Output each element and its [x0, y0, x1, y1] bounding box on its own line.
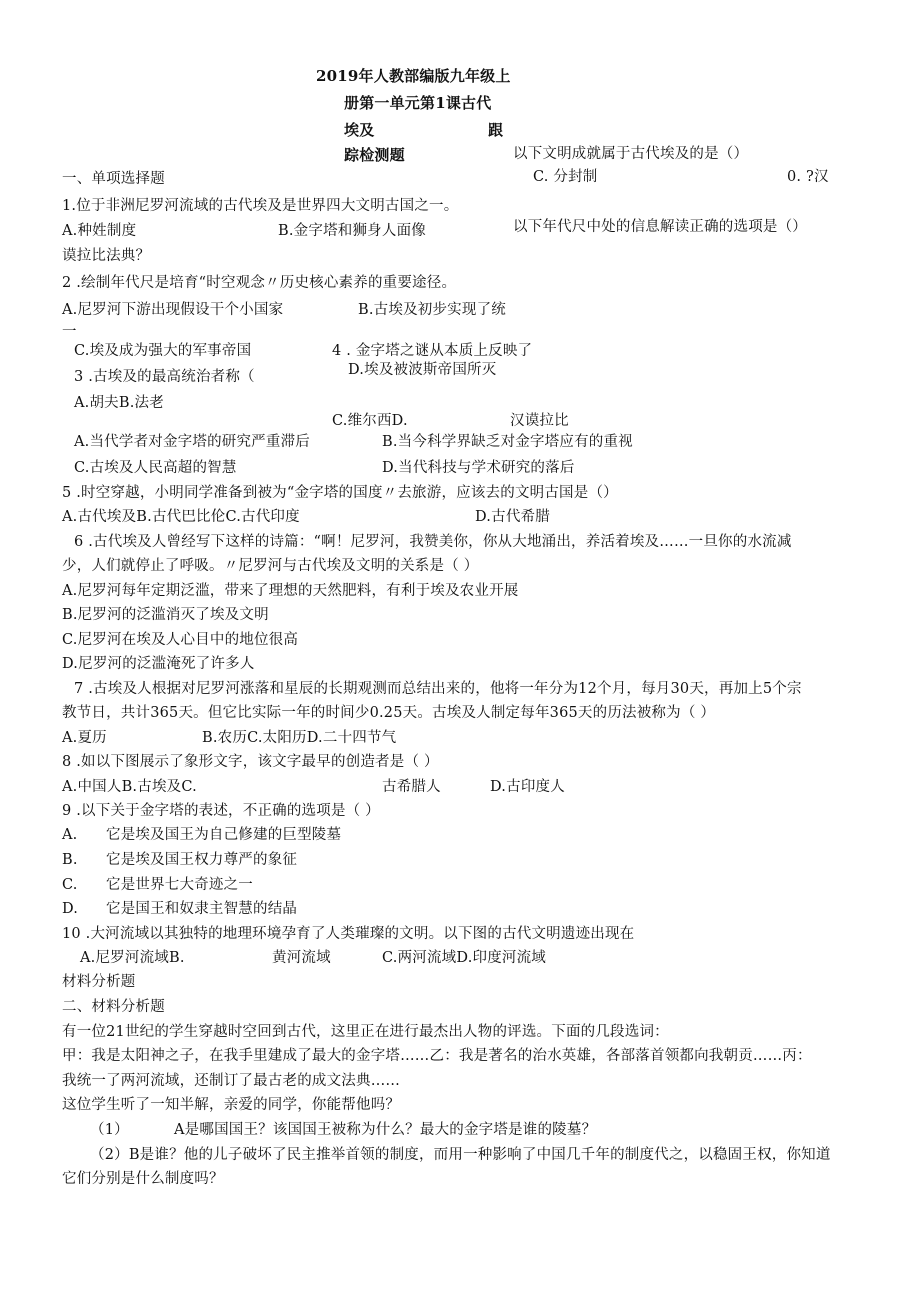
q6-option-b: B.尼罗河的泛滥消灭了埃及文明	[62, 607, 269, 623]
q9-option-d-label: D.	[62, 901, 79, 917]
section2-paragraph-4: 这位学生听了一知半解，亲爱的同学，你能帮他吗？	[62, 1097, 401, 1113]
title-line-3a: 埃及	[344, 121, 375, 139]
q10-option-b-cont: 黄河流域	[272, 950, 331, 966]
q9-stem: 9 .以下关于金字塔的表述，不正确的选项是（ ）	[62, 803, 380, 819]
q3-option-d-cont: 汉谟拉比	[510, 413, 569, 429]
q10-stem: 10 .大河流域以其独特的地理环境孕育了人类璀璨的文明。以下图的古代文明遗迹出现在	[62, 926, 635, 942]
q2-option-b: B.古埃及初步实现了统	[358, 302, 506, 318]
q9-option-d: 它是国王和奴隶主智慧的结晶	[106, 901, 298, 917]
section2-q1-text: A是哪国国王？该国国王被称为什么？最大的金字塔是谁的陵墓？	[174, 1122, 597, 1138]
title-line-2: 册第一单元第1课古代	[344, 94, 492, 112]
q1-option-a: A.种姓制度	[62, 223, 137, 239]
q8-option-d: D.古印度人	[490, 779, 565, 795]
title-line-4: 踪检测题	[344, 146, 405, 164]
section2-paragraph-3: 我统一了两河流域，还制订了最古老的成文法典……	[62, 1073, 401, 1089]
q7-stem-line2: 教节日，共计365天。但它比实际一年的时间少0.25天。古埃及人制定每年365天的历法被称为（ ）	[62, 705, 716, 721]
q8-options-ab: A.中国人B.古埃及C.	[62, 779, 197, 795]
q2-option-a: A.尼罗河下游出现假设干个小国家	[62, 302, 284, 318]
q5-stem: 5 .时空穿越，小明同学准备到被为“金字塔的国度〃去旅游，应该去的文明古国是（）	[62, 485, 618, 501]
section2-q2-line1: （2）B是谁？他的儿子破坏了民主推举首领的制度，而用一种影响了中国几千年的制度代之，以稳固王权，你知道	[90, 1147, 831, 1163]
section2-label: 材料分析题	[62, 974, 136, 990]
q2-stem: 2 .绘制年代尺是培育“时空观念〃历史核心素养的重要途径。	[62, 275, 457, 291]
q1-stem: 1.位于非洲尼罗河流域的古代埃及是世界四大文明古国之一。	[62, 198, 459, 214]
q10-options-ab: A.尼罗河流域B.	[80, 950, 185, 966]
q1-option-d: 0. ?汉	[787, 169, 829, 185]
q9-option-a: 它是埃及国王为自己修建的巨型陵墓	[106, 827, 342, 843]
section2-heading: 二、材料分析题	[62, 999, 165, 1015]
q1-option-d-tail: 谟拉比法典？	[62, 248, 151, 264]
q7-stem-line1: 7 .古埃及人根据对尼罗河涨落和星辰的长期观测而总结出来的，他将一年分为12个月，每月30天，再加上5个宗	[74, 681, 802, 697]
title-line-1: 2019年人教部编版九年级上	[316, 67, 511, 85]
q5-options-abc: A.古代埃及B.古代巴比伦C.古代印度	[62, 509, 300, 525]
q3-options-ab: A.胡夫B.法老	[74, 395, 164, 411]
q1-prompt-right: 以下文明成就属于古代埃及的是（）	[513, 146, 749, 162]
section1-heading: 一、单项选择题	[62, 171, 165, 187]
q1-option-c: C. 分封制	[533, 169, 598, 185]
title-line-3b: 跟	[488, 121, 504, 139]
q8-option-c-cont: 古希腊人	[382, 779, 441, 795]
q4-option-b: B.当今科学界缺乏对金字塔应有的重视	[382, 434, 633, 450]
q5-option-d: D.古代希腊	[475, 509, 550, 525]
q2-option-c: C.埃及成为强大的军事帝国	[74, 343, 252, 359]
q4-option-d: D.当代科技与学术研究的落后	[382, 460, 575, 476]
q1-option-b: B.金字塔和狮身人面像	[278, 223, 426, 239]
q2-option-b-cont: 一	[62, 324, 77, 340]
q4-stem: 4 . 金字塔之谜从本质上反映了	[332, 343, 533, 359]
q6-option-c: C.尼罗河在埃及人心目中的地位很高	[62, 632, 299, 648]
q7-option-a: A.夏历	[62, 730, 107, 746]
q2-option-d: D.埃及被波斯帝国所灭	[348, 362, 497, 378]
q6-option-d: D.尼罗河的泛滥淹死了许多人	[62, 656, 255, 672]
section2-paragraph-2: 甲：我是太阳神之子，在我手里建成了最大的金字塔……乙：我是著名的治水英雄，各部落首领都向我朝贡……丙：	[62, 1048, 812, 1064]
q9-option-a-label: A.	[62, 827, 78, 843]
q6-stem-line2: 少，人们就停止了呼吸。〃尼罗河与古代埃及文明的关系是（ ）	[62, 558, 479, 574]
q2-prompt-right: 以下年代尺中处的信息解读正确的选项是（）	[513, 219, 807, 235]
q9-option-b: 它是埃及国王权力尊严的象征	[106, 852, 298, 868]
section2-q2-line2: 它们分别是什么制度吗？	[62, 1171, 224, 1187]
q8-stem: 8 .如以下图展示了象形文字，该文字最早的创造者是（ ）	[62, 754, 439, 770]
q3-stem: 3 .古埃及的最高统治者称（	[74, 369, 255, 385]
q10-options-cd: C.两河流域D.印度河流域	[382, 950, 547, 966]
q9-option-c-label: C.	[62, 877, 78, 893]
q9-option-b-label: B.	[62, 852, 78, 868]
q4-option-c: C.古埃及人民高超的智慧	[74, 460, 237, 476]
section2-q1-label: （1）	[90, 1122, 129, 1138]
q3-options-cd: C.维尔西D.	[332, 413, 408, 429]
q6-option-a: A.尼罗河每年定期泛滥，带来了理想的天然肥料，有利于埃及农业开展	[62, 583, 519, 599]
section2-paragraph-1: 有一位21世纪的学生穿越时空回到古代，这里正在进行最杰出人物的评选。下面的几段选词：	[62, 1024, 669, 1040]
q9-option-c: 它是世界七大奇迹之一	[106, 877, 253, 893]
q6-stem-line1: 6 .古代埃及人曾经写下这样的诗篇：“啊！尼罗河，我赞美你，你从大地涌出，养活着埃及……一旦你的水流减	[74, 534, 792, 550]
q4-option-a: A.当代学者对金字塔的研究严重滞后	[74, 434, 310, 450]
q7-options-bcd: B.农历C.太阳历D.二十四节气	[202, 730, 397, 746]
